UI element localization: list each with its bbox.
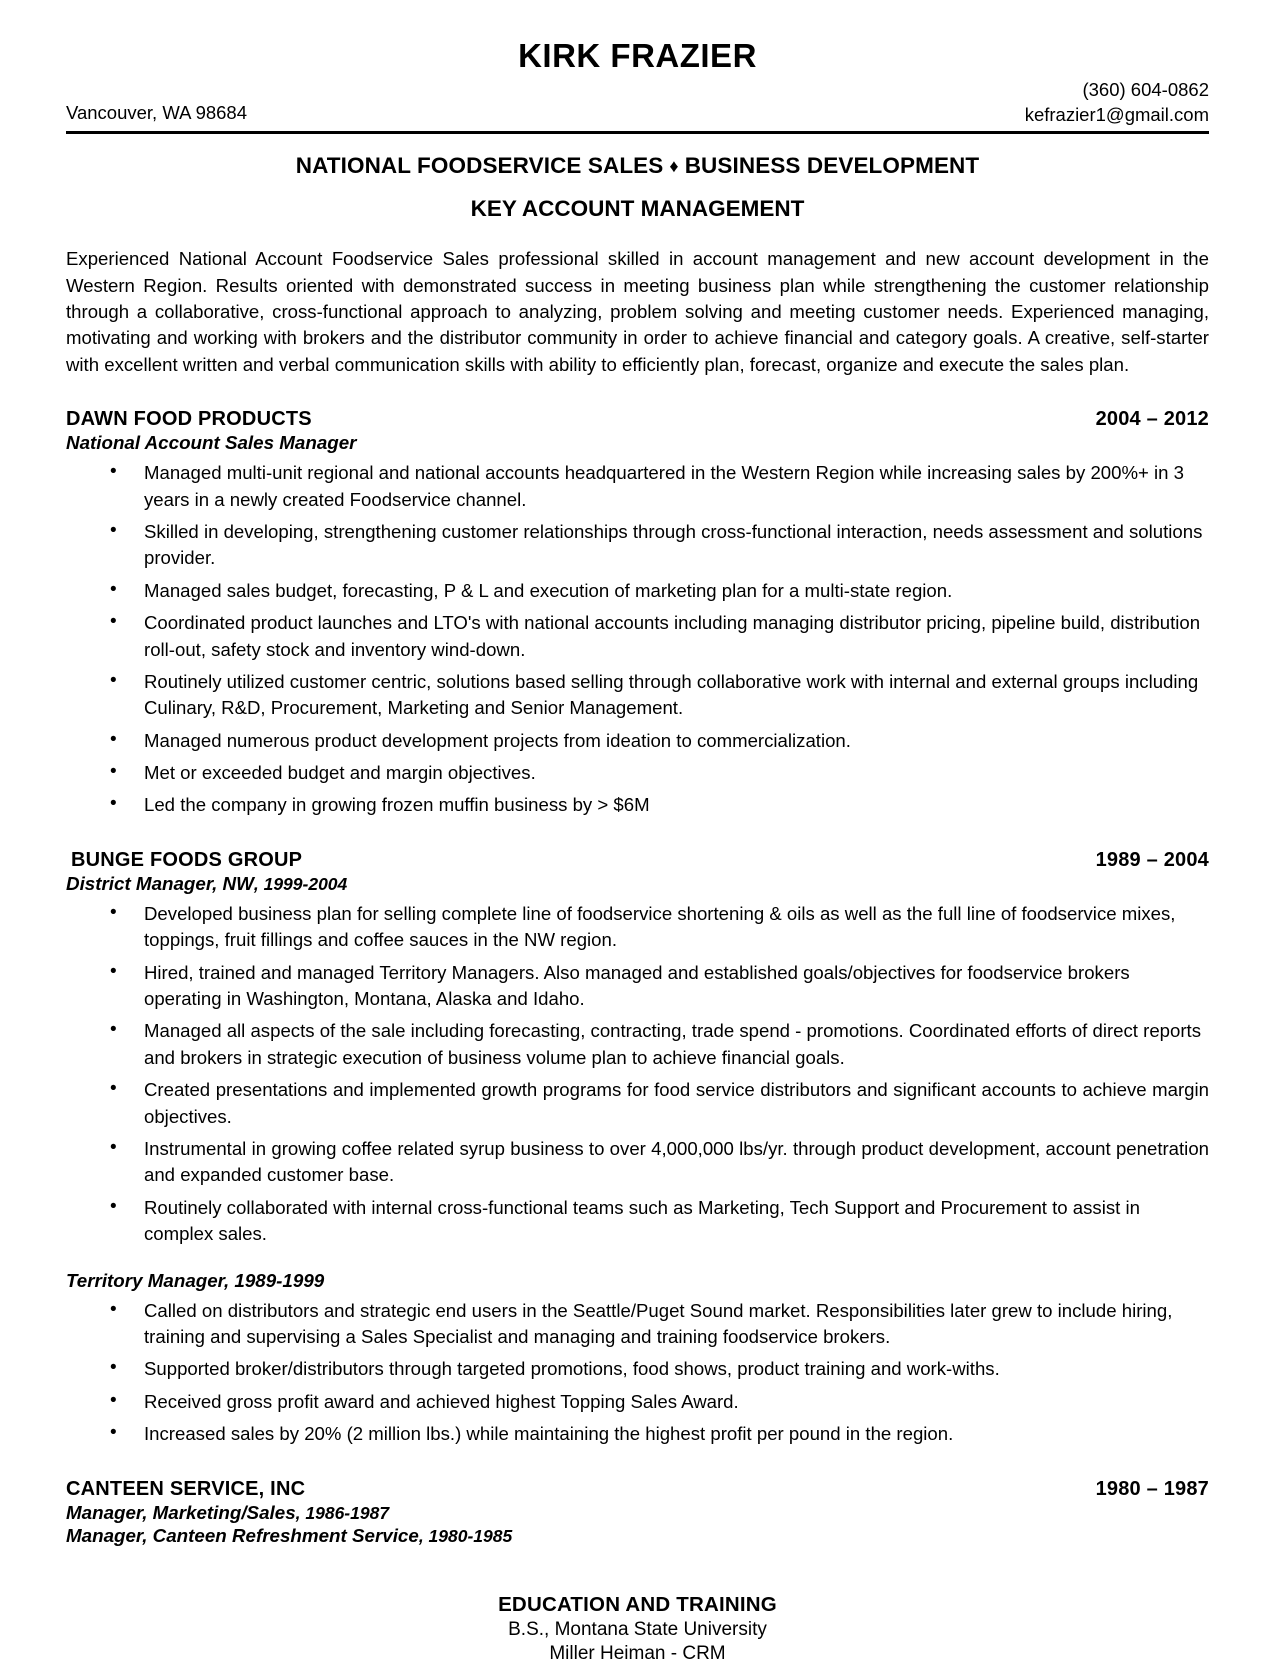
list-item [66,1421,1209,1447]
headline-secondary: KEY ACCOUNT MANAGEMENT [470,196,805,222]
bullet-icon: • [110,901,117,923]
list-item-text: Increased sales by 20% (2 million lbs.) while maintaining the highest profit per pound in the region. [144,1423,954,1445]
list-item-text: Supported broker/distributors through targeted promotions, food shows, product training and work-withs. [144,1358,1000,1380]
education-line: Miller Heiman - CRM [549,1642,726,1664]
list-item-text: Coordinated product launches and LTO's with national accounts including managing distributor pricing, pipeline build, distribution roll-out, safety stock and inventory wind-down. [144,612,1201,660]
contact-details [1025,78,1209,128]
list-item-text: Routinely utilized customer centric, solutions based selling through collaborative work with internal and external groups including Culinary, R&D, Procurement, Marketing and Senior Management. [144,670,1199,719]
job-title-secondary-years: , 1980-1985 [418,1525,513,1546]
contact-email: kefrazier1@gmail.com [1024,104,1209,126]
job-header [66,849,1209,872]
job-title [66,1502,1209,1524]
job-entry-bunge-foods-group [66,849,1209,1448]
bullet-icon: • [110,669,117,691]
list-item-text: Created presentations and implemented growth programs for food service distributors and significant accounts to achieve margin objectives. [144,1079,1209,1127]
headline-primary [66,153,1209,179]
bullet-icon: • [110,1078,117,1100]
contact-row [66,78,1209,128]
job-header [66,1478,1209,1501]
subrole-title-text: Territory Manager [66,1269,224,1291]
diamond-icon: ♦ [669,156,679,177]
bullet-icon: • [110,1137,117,1158]
list-item [66,760,1209,786]
list-item-text: Hired, trained and managed Territory Managers. Also managed and established goals/objectives for foodservice brokers operating in Washington, Montana, Alaska and Idaho. [144,961,1130,1010]
employment-dates: 1989 – 2004 [1095,848,1209,871]
list-item [66,519,1209,572]
education-line: B.S., Montana State University [508,1618,767,1640]
bullet-icon: • [110,519,117,541]
list-item-text: Developed business plan for selling complete line of foodservice shortening & oils as well as the full line of foodservice mixes, toppings, fruit fillings and coffee sauces in the NW region. [144,902,1176,951]
subrole-title-years: , 1989-1999 [223,1269,325,1291]
education-heading: EDUCATION AND TRAINING [498,1592,777,1616]
bullet-icon: • [110,793,117,815]
bullet-icon: • [110,1195,117,1217]
list-item [66,792,1209,818]
education-section [66,1593,1209,1665]
list-item-text: Called on distributors and strategic end users in the Seattle/Puget Sound market. Responsibilities later grew to include hiring, training and supervising a Sales Specialist and managing and training foodservice brokers. [144,1299,1173,1347]
job-bullet-list [66,460,1209,819]
bullet-icon: • [110,1357,117,1379]
job-title-years: , 1986-1987 [295,1502,390,1523]
job-bullet-list [66,901,1209,1248]
list-item-text: Managed multi-unit regional and national accounts headquartered in the Western Region while increasing sales by 200%+ in 3 years in a newly created Foodservice channel. [144,462,1185,510]
bullet-icon: • [110,578,117,600]
list-item [66,1077,1209,1130]
job-entry-dawn-food-products [66,408,1209,819]
company-name: CANTEEN SERVICE, INC [66,1477,306,1500]
bullet-icon: • [110,1422,117,1444]
job-title-text: National Account Sales Manager [66,432,357,454]
list-item-text: Managed numerous product development projects from ideation to commercialization. [144,729,851,751]
bullet-icon: • [110,611,117,633]
company-name: DAWN FOOD PRODUCTS [66,408,312,431]
subrole-title [66,1270,1209,1292]
job-entry-canteen-service [66,1478,1209,1547]
bullet-icon: • [110,461,117,483]
list-item [66,1136,1209,1189]
job-header [66,408,1209,431]
list-item-text: Led the company in growing frozen muffin business by > $6M [144,794,650,816]
list-item [66,610,1209,663]
list-item [66,1356,1209,1382]
bullet-icon: • [110,1019,117,1041]
bullet-icon: • [110,960,117,982]
bullet-icon: • [110,1389,117,1411]
job-title [66,432,1209,454]
list-item [66,1389,1209,1415]
job-title-years: , 1999-2004 [253,873,348,894]
contact-phone: (360) 604-0862 [1082,79,1209,101]
bullet-icon: • [110,1298,117,1320]
page-title: KIRK FRAZIER [518,37,757,74]
job-title-secondary-text: Manager, Canteen Refreshment Service [66,1524,419,1546]
contact-location: Vancouver, WA 98684 [66,102,248,124]
list-item [66,1018,1209,1071]
bullet-icon: • [110,761,117,783]
list-item [66,578,1209,604]
list-item [66,1298,1209,1351]
list-item [66,901,1209,954]
list-item [66,728,1209,754]
list-item-text: Instrumental in growing coffee related syrup business to over 4,000,000 lbs/yr. through product development, account penetration and expanded customer base. [144,1138,1209,1186]
resume-header [66,38,1209,134]
subrole-bullet-list [66,1298,1209,1448]
list-item-text: Managed sales budget, forecasting, P & L and execution of marketing plan for a multi-state region. [144,579,953,601]
list-item [66,1195,1209,1248]
bullet-icon: • [110,728,117,750]
company-name: BUNGE FOODS GROUP [71,848,303,871]
list-item-text: Received gross profit award and achieved highest Topping Sales Award. [144,1390,739,1412]
header-divider [66,131,1209,134]
list-item [66,669,1209,722]
summary-paragraph: Experienced National Account Foodservice Sales professional skilled in account management and new account development in the Western Region. Results oriented with demonstrated success in meeting business plan while strengthening the customer relationship through a collaborative, cross-functional approach to analyzing, problem solving and meeting customer needs. Experienced managing, motivating and working with brokers and the distributor community in order to achieve financial and category goals. A creative, self-starter with excellent written and verbal communication skills with ability to efficiently plan, forecast, organize and execute the sales plan. [66,248,1209,375]
list-item [66,960,1209,1013]
headline-right: BUSINESS DEVELOPMENT [684,153,980,179]
employment-dates: 2004 – 2012 [1095,408,1209,431]
job-title-text: District Manager, NW [66,872,254,894]
list-item-text: Managed all aspects of the sale including forecasting, contracting, trade spend - promotions. Coordinated efforts of direct reports and brokers in strategic execution of business volume plan to achieve financial goals. [144,1020,1201,1068]
employment-dates: 1980 – 1987 [1095,1477,1209,1500]
job-title-text: Manager, Marketing/Sales [66,1501,296,1523]
job-title [66,873,1209,895]
list-item-text: Met or exceeded budget and margin objectives. [144,762,536,784]
list-item [66,460,1209,513]
list-item-text: Skilled in developing, strengthening customer relationships through cross-functional interaction, needs assessment and solutions provider. [144,520,1203,569]
list-item-text: Routinely collaborated with internal cross-functional teams such as Marketing, Tech Support and Procurement to assist in complex sales. [144,1196,1140,1245]
headline-left: NATIONAL FOODSERVICE SALES [295,153,664,179]
job-title-secondary [66,1525,1209,1547]
